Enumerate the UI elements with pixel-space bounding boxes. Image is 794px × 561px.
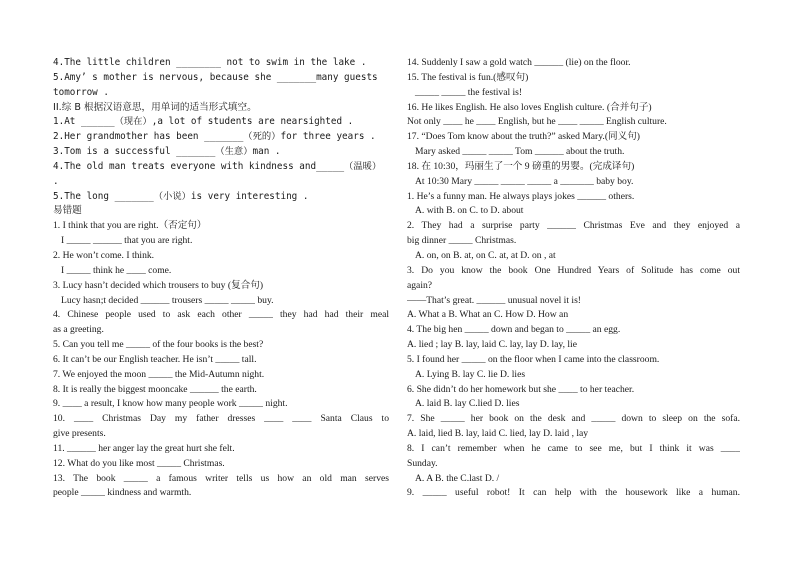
right-column-line: 8. I can’t remember when he came to see me, but I think it was ____ xyxy=(407,442,740,454)
left-column xyxy=(53,56,389,501)
right-column-line: A. lied ; lay B. lay, laid C. lay, lay D. lay, lie xyxy=(407,339,577,351)
left-column-line: 1.At ______（现在）,a lot of students are nearsighted . xyxy=(53,116,354,128)
left-column-line: 3.Tom is a successful _______（生意）man . xyxy=(53,146,281,158)
left-column-line: I _____ think he ____ come. xyxy=(61,264,172,276)
right-column-line: again? xyxy=(407,279,433,291)
left-column-line: 易错题 xyxy=(53,205,82,217)
left-column-line: 5.The long _______（小说）is very interesting . xyxy=(53,190,309,202)
right-column-line: 16. He likes English. He also loves English culture. (合并句子) xyxy=(407,101,652,113)
left-column-line: 12. What do you like most _____ Christmas. xyxy=(53,457,225,469)
right-column-line: 6. She didn’t do her homework but she ____ to her teacher. xyxy=(407,383,635,395)
right-column-line: A. on, on B. at, on C. at, at D. on , at xyxy=(415,249,556,261)
left-column-line: II.综 B 根据汉语意思，用单词的适当形式填空。 xyxy=(53,101,257,113)
right-column-line: 18. 在 10:30，玛丽生了一个 9 磅重的男婴。(完成译句) xyxy=(407,160,635,172)
left-column-line: 5.Amy’ s mother is nervous, because she _______many guests xyxy=(53,71,378,83)
left-column-line: 8. It is really the biggest mooncake ______ the earth. xyxy=(53,383,257,395)
left-column-line: 4.The little children ________ not to swim in the lake . xyxy=(53,57,367,68)
right-column-line: 15. The festival is fun.(感叹句) xyxy=(407,71,529,83)
right-column-line: 5. I found her _____ on the floor when I came into the classroom. xyxy=(407,353,660,365)
left-column-line: . xyxy=(53,175,59,187)
right-column-line: At 10:30 Mary _____ _____ _____ a _______ baby boy. xyxy=(415,175,634,187)
right-column-line: 4. The big hen _____ down and began to _____ an egg. xyxy=(407,324,621,336)
left-column-line: give presents. xyxy=(53,428,106,440)
right-column-line: A. A B. the C.last D. / xyxy=(415,472,500,484)
right-column-line: A. Lying B. lay C. lie D. lies xyxy=(415,368,526,380)
left-column-line: 6. It can’t be our English teacher. He isn’t _____ tall. xyxy=(53,353,257,365)
right-column-line: A. laid B. lay C.lied D. lies xyxy=(415,398,520,410)
left-column-line: I _____ ______ that you are right. xyxy=(61,235,193,247)
right-column-line: big dinner _____ Christmas. xyxy=(407,235,517,247)
right-column-line: ——That’s great. ______ unusual novel it is! xyxy=(407,294,581,306)
left-column-line: 1. I think that you are right.（否定句） xyxy=(53,220,207,232)
left-column-line: 10. ____ Christmas Day my father dresses ____ ____ Santa Claus to xyxy=(53,413,389,425)
right-column-line: 17. “Does Tom know about the truth?” asked Mary.(同义句) xyxy=(407,131,640,143)
left-column-line: people _____ kindness and warmth. xyxy=(53,487,192,499)
right-column-line: 14. Suddenly I saw a gold watch ______ (lie) on the floor. xyxy=(407,57,631,68)
right-column-line: 9. _____ useful robot! It can help with the housework like a human. xyxy=(407,487,740,499)
left-column-line: 7. We enjoyed the moon _____ the Mid-Autumn night. xyxy=(53,368,265,380)
right-column-line: A. laid, lied B. lay, laid C. lied, lay D. laid , lay xyxy=(407,428,589,440)
right-column-line: Mary asked _____ _____ Tom ______ about the truth. xyxy=(415,146,625,158)
right-column-line: 3. Do you know the book One Hundred Years of Solitude has come out xyxy=(407,264,740,276)
right-column-line: A. What a B. What an C. How D. How an xyxy=(407,309,569,321)
right-column xyxy=(407,56,740,501)
left-column-line: Lucy hasn;t decided ______ trousers _____ _____ buy. xyxy=(61,294,274,306)
left-column-line: tomorrow . xyxy=(53,86,109,98)
right-column-line: 2. They had a surprise party ______ Christmas Eve and they enjoyed a xyxy=(407,220,740,232)
left-column-line: 2. He won’t come. I think. xyxy=(53,249,155,261)
left-column-line: 4.The old man treats everyone with kindness and_____（温暖） xyxy=(53,160,382,172)
left-column-line: 4. Chinese people used to ask each other _____ they had had their meal xyxy=(53,309,389,321)
left-column-line: 9. ____ a result, I know how many people work _____ night. xyxy=(53,398,288,410)
right-column-line: _____ _____ the festival is! xyxy=(415,86,523,98)
left-column-line: as a greeting. xyxy=(53,324,104,336)
right-column-line: Not only ____ he ____ English, but he ____ _____ English culture. xyxy=(407,116,667,128)
right-column-line: Sunday. xyxy=(407,457,438,469)
right-column-line: 7. She _____ her book on the desk and _____ down to sleep on the sofa. xyxy=(407,413,740,425)
right-column-line: A. with B. on C. to D. about xyxy=(415,205,524,217)
left-column-line: 13. The book _____ a famous writer tells us how an old man serves xyxy=(53,472,389,484)
left-column-line: 3. Lucy hasn’t decided which trousers to buy (复合句) xyxy=(53,279,264,291)
left-column-line: 5. Can you tell me _____ of the four books is the best? xyxy=(53,339,264,351)
left-column-line: 11. ______ her anger lay the great hurt she felt. xyxy=(53,442,235,454)
left-column-line: 2.Her grandmother has been _______（死的）for three years . xyxy=(53,131,376,143)
right-column-line: 1. He’s a funny man. He always plays jokes ______ others. xyxy=(407,190,635,202)
